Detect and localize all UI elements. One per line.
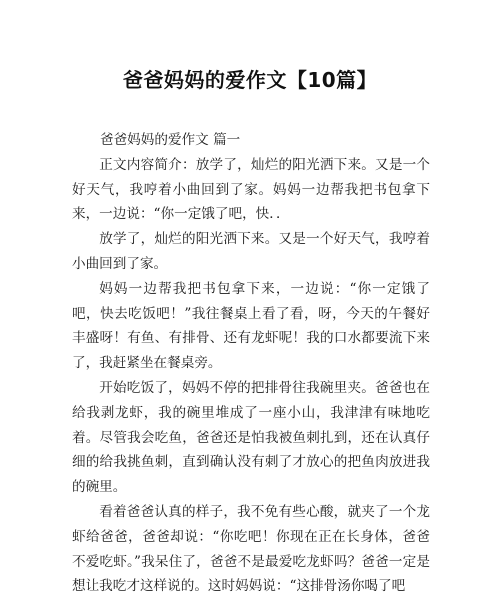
body-paragraph: 开始吃饭了，妈妈不停的把排骨往我碗里夹。爸爸也在给我剥龙虾，我的碗里堆成了一座小山，我津津有味地吃着。尽管我会吃鱼，爸爸还是怕我被鱼刺扎到，还在认真仔细的给我挑鱼刺，直到确认没有刺了才放心的把鱼肉放进我的碗里。 (72, 379, 430, 496)
body-paragraph: 妈妈一边帮我把书包拿下来，一边说：“你一定饿了吧，快去吃饭吧！”我往餐桌上看了看，呀，今天的午餐好丰盛呀！有鱼、有排骨、还有龙虾呢！我的口水都要流下来了，我赶紧坐在餐桌旁。 (72, 280, 430, 372)
document-title: 爸爸妈妈的爱作文【10篇】 (122, 68, 378, 92)
body-paragraph: 看着爸爸认真的样子，我不免有些心酸，就夹了一个龙虾给爸爸，爸爸却说：“你吃吧！你现在正在长身体，爸爸不爱吃虾。”我呆住了，爸爸不是最爱吃龙虾吗？爸爸一定是想让我吃才这样说的。这时妈妈说：“这排骨汤你喝了吧 (72, 503, 430, 595)
section-heading: 爸爸妈妈的爱作文 篇一 (100, 132, 241, 148)
body-paragraph: 放学了，灿烂的阳光洒下来。又是一个好天气，我哼着小曲回到了家。 (72, 231, 430, 272)
summary-paragraph: 正文内容简介：放学了，灿烂的阳光洒下来。又是一个好天气，我哼着小曲回到了家。妈妈一边帮我把书包拿下来，一边说：“你一定饿了吧，快．． (72, 156, 430, 223)
document-body (72, 128, 430, 599)
